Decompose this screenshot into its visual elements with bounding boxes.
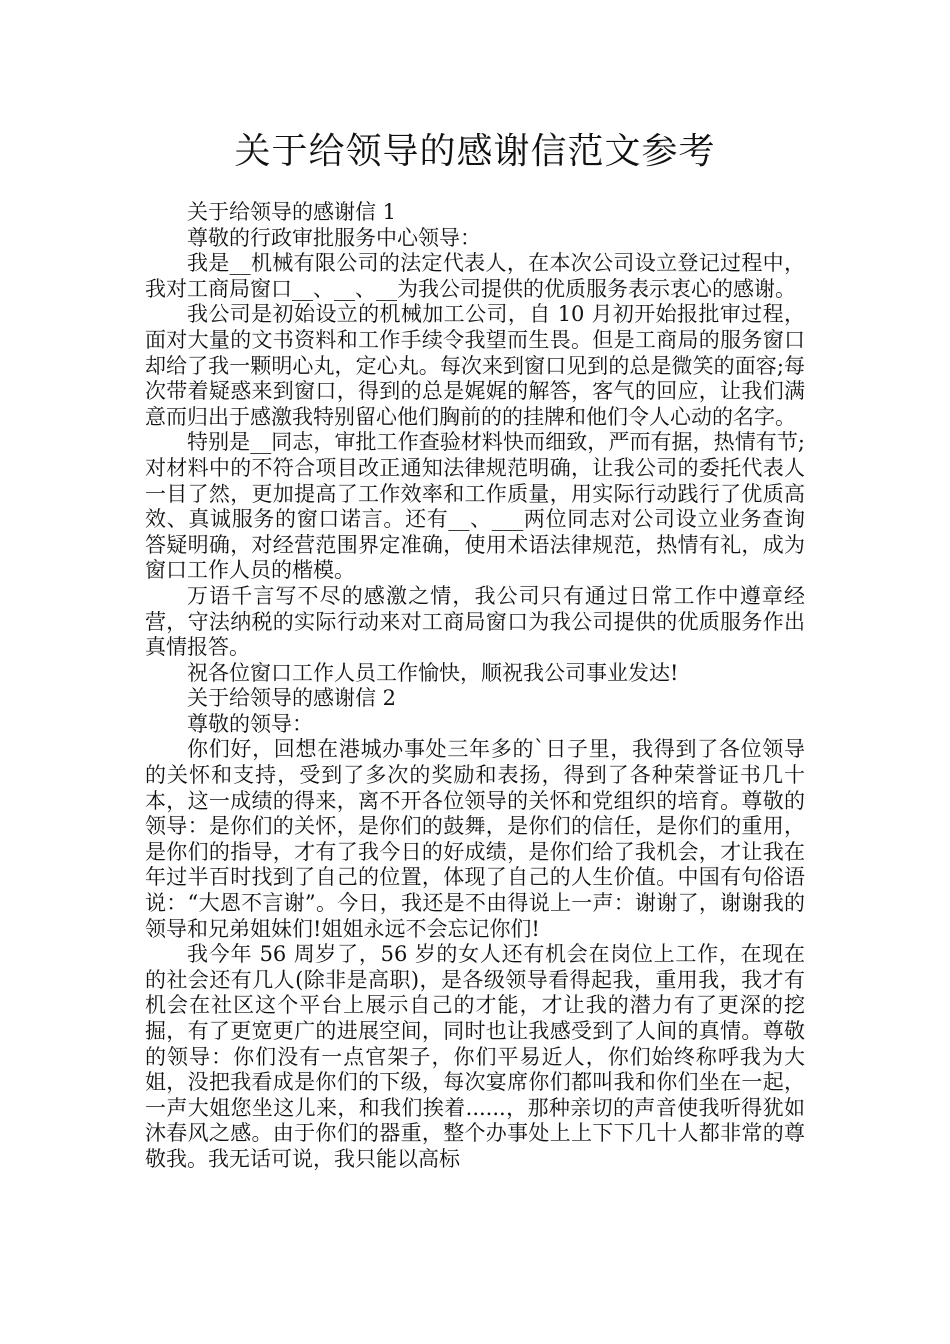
document-body bbox=[145, 200, 805, 1173]
closing-line: 祝各位窗口工作人员工作愉快，顺祝我公司事业发达! bbox=[187, 660, 679, 685]
body-paragraph: 我是__机械有限公司的法定代表人，在本次公司设立登记过程中，我对工商局窗口__、__、__为我公司提供的优质服务表示衷心的感谢。 bbox=[145, 251, 805, 301]
body-paragraph: 特别是__同志，审批工作查验材料快而细致，严而有据，热情有节;对材料中的不符合项目改正通知法律规范明确，让我公司的委托代表人一目了然，更加提高了工作效率和工作质量，用实际行动践行了优质高效、真诚服务的窗口诺言。还有__、___两位同志对公司设立业务查询答疑明确，对经营范围界定准确，使用术语法律规范，热情有礼，成为窗口工作人员的楷模。 bbox=[145, 430, 805, 583]
salutation-1: 尊敬的行政审批服务中心领导： bbox=[187, 225, 481, 250]
body-paragraph: 你们好，回想在港城办事处三年多的`日子里，我得到了各位领导的关怀和支持，受到了多次的奖励和表扬，得到了各种荣誉证书几十本，这一成绩的得来，离不开各位领导的关怀和党组织的培育。尊敬的领导：是你们的关怀，是你们的鼓舞，是你们的信任，是你们的重用，是你们的指导，才有了我今日的好成绩，是你们给了我机会，才让我在年过半百时找到了自己的位置，体现了自己的人生价值。中国有句俗语说：“大恩不言谢”。今日，我还是不由得说上一声：谢谢了，谢谢我的领导和兄弟姐妹们!姐姐永远不会忘记你们! bbox=[145, 737, 805, 941]
section-heading-1: 关于给领导的感谢信 1 bbox=[187, 200, 397, 224]
body-paragraph: 我公司是初始设立的机械加工公司，自 10 月初开始报批审过程，面对大量的文书资料和工作手续令我望而生畏。但是工商局的服务窗口却给了我一颗明心丸，定心丸。每次来到窗口见到的总是微笑的面容;每次带着疑惑来到窗口，得到的总是娓娓的解答，客气的回应，让我们满意而归出于感激我特别留心他们胸前的的挂牌和他们令人心动的名字。 bbox=[145, 302, 805, 429]
body-paragraph: 万语千言写不尽的感激之情，我公司只有通过日常工作中遵章经营，守法纳税的实际行动来对工商局窗口为我公司提供的优质服务作出真情报答。 bbox=[145, 583, 805, 660]
document-title: 关于给领导的感谢信范文参考 bbox=[234, 131, 716, 172]
section-heading-2: 关于给领导的感谢信 2 bbox=[187, 686, 397, 711]
body-paragraph: 我今年 56 周岁了，56 岁的女人还有机会在岗位上工作，在现在的社会还有几人(除非是高职)，是各级领导看得起我，重用我，我才有机会在社区这个平台上展示自己的才能，才让我的潜力有了更深的挖掘，有了更宽更广的进展空间，同时也让我感受到了人间的真情。尊敬的领导：你们没有一点官架子，你们平易近人，你们始终称呼我为大姐，没把我看成是你们的下级，每次宴席你们都叫我和你们坐在一起，一声大姐您坐这儿来，和我们挨着......，那种亲切的声音使我听得犹如沐春风之感。由于你们的器重，整个办事处上上下下几十人都非常的尊敬我。我无话可说，我只能以高标 bbox=[145, 942, 805, 1171]
salutation-2: 尊敬的领导： bbox=[187, 711, 313, 736]
